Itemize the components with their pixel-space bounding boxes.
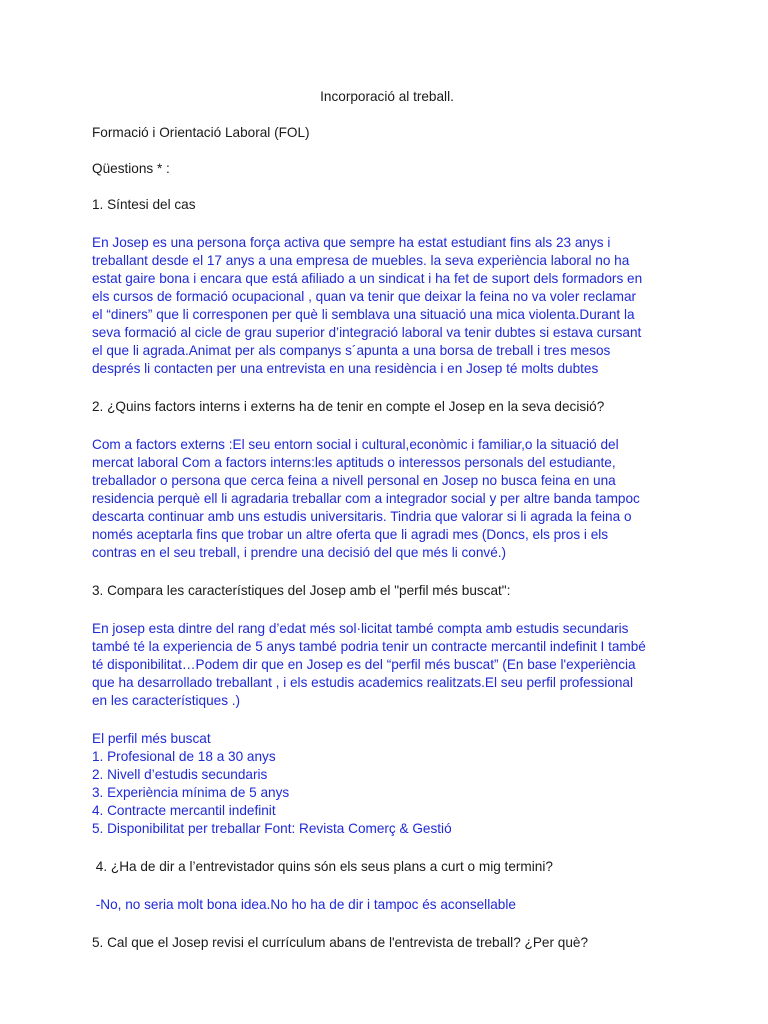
profile-heading: El perfil més buscat <box>92 731 211 746</box>
question-2-answer <box>92 436 682 562</box>
document-title: Incorporació al treball. <box>320 89 454 104</box>
answer-line: residencia perquè ell li agradaria treballar com a integrador social y per altre banda tampoc <box>92 491 640 506</box>
profile-item: 5. Disponibilitat per treballar Font: Revista Comerç & Gestió <box>92 821 452 836</box>
profile-section <box>92 730 682 838</box>
answer-line: també té la experiencia de 5 anys també podria tenir un contracte mercantil indefinit I també <box>92 639 646 654</box>
answer-line: En josep esta dintre del rang d’edat més sol·licitat també compta amb estudis secundaris <box>92 621 629 636</box>
answer-line: el “diners” que li corresponen per què li semblava una situació una mica violenta.Durant la <box>92 307 635 322</box>
answer-line: descarta continuar amb uns estudis universitaris. Tindria que valorar si li agrada la feina o <box>92 509 632 524</box>
question-4-answer: -No, no seria molt bona idea.No ho ha de dir i tampoc és aconsellable <box>92 897 516 912</box>
answer-line: Com a factors externs :El seu entorn social i cultural,econòmic i familiar,o la situació del <box>92 437 619 452</box>
profile-item: 1. Profesional de 18 a 30 anys <box>92 749 276 764</box>
answer-line: el que li agrada.Animat per als companys s´apunta a una borsa de treball i tres mesos <box>92 343 611 358</box>
answer-line: els cursos de formació ocupacional , quan va tenir que deixar la feina no va voler reclamar <box>92 289 637 304</box>
questions-heading: Qüestions * : <box>92 161 170 176</box>
answer-line: que ha desarrollado treballant , i els estudis academics realitzats.El seu perfil professional <box>92 675 634 690</box>
answer-line: seva formació al cicle de grau superior d’integració laboral va tenir dubtes si estava cursant <box>92 325 642 340</box>
answer-line: després li contacten per una entrevista en una residència i en Josep té molts dubtes <box>92 361 599 376</box>
answer-line: té disponibilitat…Podem dir que en Josep es del “perfil més buscat” (En base l'experiència <box>92 657 636 672</box>
answer-line: estat gaire bona i encara que está afiliado a un sindicat i ha fet de suport dels formadors en <box>92 271 643 286</box>
answer-line: treballador o persona que cerca feina a nivell personal en Josep no busca feina en una <box>92 473 616 488</box>
profile-item: 4. Contracte mercantil indefinit <box>92 803 276 818</box>
course-name: Formació i Orientació Laboral (FOL) <box>92 125 310 140</box>
answer-line: només aceptarla fins que trobar un altre oferta que li agradi mes (Doncs, els pros i els <box>92 527 609 542</box>
answer-line: mercat laboral Com a factors interns:les aptituds o interessos personals del estudiante, <box>92 455 616 470</box>
question-1-heading: 1. Síntesi del cas <box>92 197 196 212</box>
document-page <box>92 88 682 952</box>
profile-item: 2. Nivell d’estudis secundaris <box>92 767 268 782</box>
answer-line: En Josep es una persona força activa que sempre ha estat estudiant fins als 23 anys i <box>92 235 611 250</box>
question-5-heading: 5. Cal que el Josep revisi el currículum abans de l'entrevista de treball? ¿Per què? <box>92 935 589 950</box>
question-3-heading: 3. Compara les característiques del Josep amb el "perfil més buscat": <box>92 583 511 598</box>
profile-list <box>92 748 682 838</box>
question-3-answer <box>92 620 682 710</box>
answer-line: contras en el seu treball, i prendre una decisió del que més li convé.) <box>92 545 507 560</box>
question-1-answer <box>92 234 682 378</box>
answer-line: treballant desde el 17 anys a una empresa de muebles. la seva experiència laboral no ha <box>92 253 630 268</box>
question-4-heading: 4. ¿Ha de dir a l’entrevistador quins són els seus plans a curt o mig termini? <box>92 859 553 874</box>
question-2-heading: 2. ¿Quins factors interns i externs ha de tenir en compte el Josep en la seva decisió? <box>92 399 605 414</box>
profile-item: 3. Experiència mínima de 5 anys <box>92 785 290 800</box>
answer-line: en les característiques .) <box>92 693 241 708</box>
